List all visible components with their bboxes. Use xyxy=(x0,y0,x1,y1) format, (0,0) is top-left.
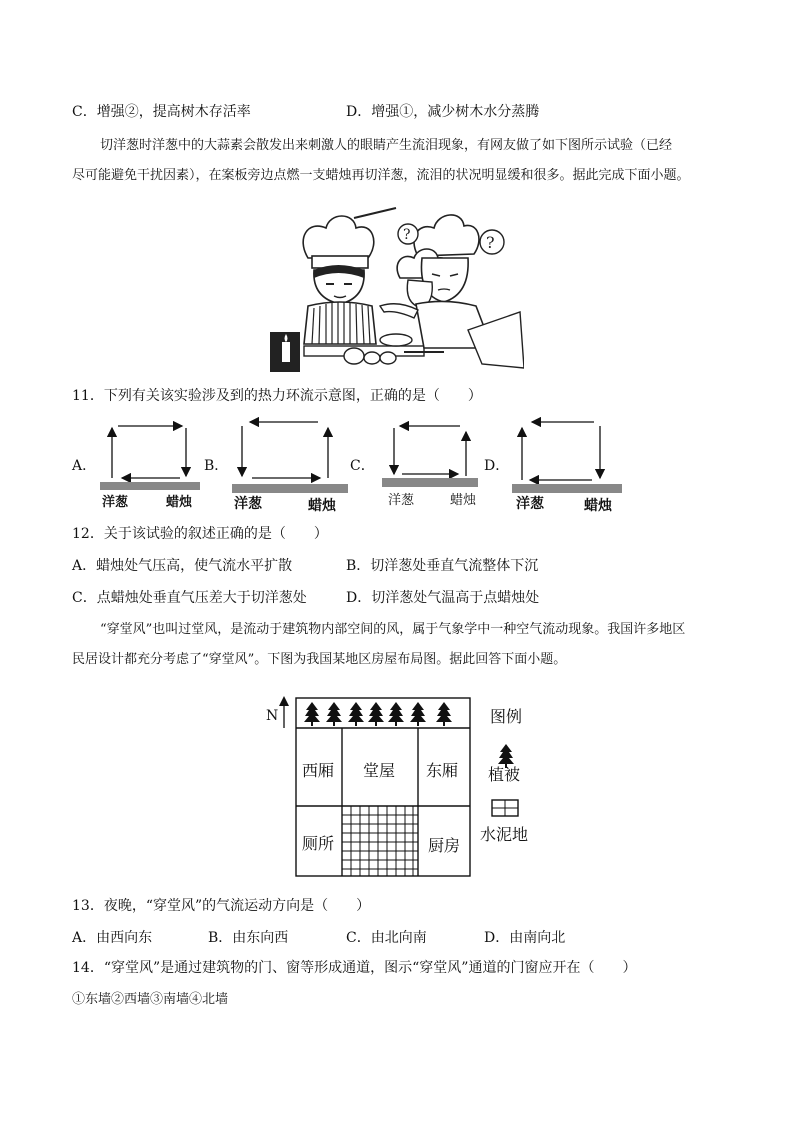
circulation-diagram-c xyxy=(376,420,486,516)
q12-option-a: A．蜡烛处气压高，使气流水平扩散 xyxy=(72,558,293,574)
room-east-wing: 东厢 xyxy=(426,761,459,780)
candle-label-d: 蜡烛 xyxy=(584,498,612,514)
onion-label-d: 洋葱 xyxy=(516,496,544,512)
q11-label-d: D． xyxy=(484,458,510,474)
q12-option-c: C．点蜡烛处垂直气压差大于切洋葱处 xyxy=(72,590,307,606)
q10-option-d: D．增强①，减少树木水分蒸腾 xyxy=(346,104,540,120)
passage1-line1: 切洋葱时洋葱中的大蒜素会散发出来刺激人的眼睛产生流泪现象，有网友做了如下图所示试验（已经 xyxy=(100,138,673,153)
room-toilet: 厕所 xyxy=(302,834,335,853)
house-layout-map xyxy=(262,694,552,884)
circulation-diagram-b xyxy=(228,416,352,516)
passage1-line2: 尽可能避免干扰因素），在案板旁边点燃一支蜡烛再切洋葱，流泪的状况明显缓和很多。据此完成下面小题。 xyxy=(72,168,690,183)
candle-label-a: 蜡烛 xyxy=(166,495,193,510)
question-mark-2: ? xyxy=(486,233,495,252)
question-mark-1: ? xyxy=(403,227,411,243)
q11-label-c: C． xyxy=(350,458,375,474)
legend-title: 图例 xyxy=(490,707,523,726)
q12-option-d: D．切洋葱处气温高于点蜡烛处 xyxy=(346,590,540,606)
passage2-line1: “穿堂风”也叫过堂风，是流动于建筑物内部空间的风，属于气象学中一种空气流动现象。我国许多地区 xyxy=(100,622,686,637)
q12-option-b: B．切洋葱处垂直气流整体下沉 xyxy=(346,558,539,574)
q10-option-c: C．增强②，提高树木存活率 xyxy=(72,104,251,120)
q12-stem: 12．关于该试验的叙述正确的是（ ） xyxy=(72,526,328,542)
q13-option-c: C．由北向南 xyxy=(346,930,427,946)
passage2-line2: 民居设计都充分考虑了“穿堂风”。下图为我国某地区房屋布局图。据此回答下面小题。 xyxy=(72,652,567,667)
room-main-hall: 堂屋 xyxy=(363,761,396,780)
north-label: N xyxy=(266,708,279,724)
q14-choices: ①东墙②西墙③南墙④北墙 xyxy=(72,992,229,1007)
circulation-diagram-a xyxy=(96,420,206,516)
candle-label-c: 蜡烛 xyxy=(450,493,477,508)
q13-stem: 13．夜晚，“穿堂风”的气流运动方向是（ ） xyxy=(72,898,371,914)
room-west-wing: 西厢 xyxy=(302,761,335,780)
q13-option-d: D．由南向北 xyxy=(484,930,566,946)
q11-label-b: B． xyxy=(204,458,229,474)
cement-icon xyxy=(492,800,518,816)
chef-illustration xyxy=(268,198,524,374)
legend-vegetation: 植被 xyxy=(488,765,521,784)
onion-label-b: 洋葱 xyxy=(234,496,262,512)
circulation-diagram-d xyxy=(508,416,628,516)
q13-option-a: A．由西向东 xyxy=(72,930,153,946)
q11-label-a: A． xyxy=(72,458,97,474)
q11-stem: 11．下列有关该实验涉及到的热力环流示意图，正确的是（ ） xyxy=(72,388,482,404)
onion-label-c: 洋葱 xyxy=(388,493,415,508)
room-kitchen: 厨房 xyxy=(428,836,461,855)
north-arrow-icon xyxy=(279,696,289,728)
onion-label-a: 洋葱 xyxy=(102,495,129,510)
q14-stem: 14．“穿堂风”是通过建筑物的门、窗等形成通道，图示“穿堂风”通道的门窗应开在（ ） xyxy=(72,960,637,976)
legend-cement: 水泥地 xyxy=(480,825,529,844)
q13-option-b: B．由东向西 xyxy=(208,930,289,946)
candle-label-b: 蜡烛 xyxy=(308,498,336,514)
